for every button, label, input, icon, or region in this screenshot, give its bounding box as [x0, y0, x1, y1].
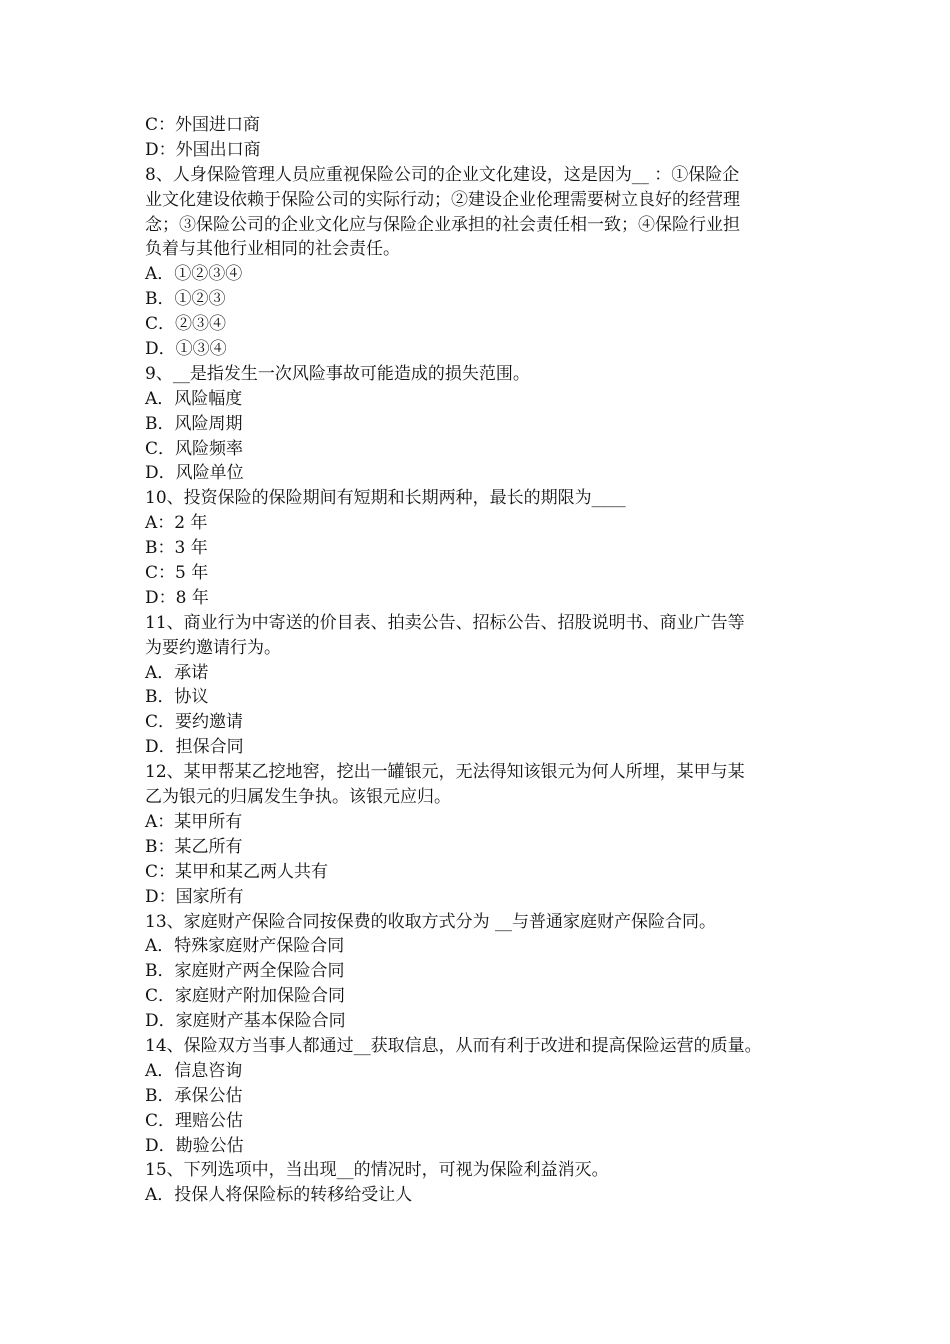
text-line: C：5 年	[145, 563, 209, 584]
text-line: 乙为银元的归属发生争执。该银元应归。	[145, 787, 451, 808]
text-line: C．②③④	[145, 314, 227, 335]
text-line: 11、商业行为中寄送的价目表、拍卖公告、招标公告、招股说明书、商业广告等	[145, 612, 745, 633]
text-line: D：外国出口商	[145, 139, 261, 160]
text-line: C．理赔公估	[145, 1110, 244, 1131]
text-line: D：国家所有	[145, 886, 244, 907]
text-line: D．风险单位	[145, 463, 244, 484]
text-line: 13、家庭财产保险合同按保费的收取方式分为 __与普通家庭财产保险合同。	[145, 911, 717, 932]
text-line: D．勘验公估	[145, 1135, 244, 1156]
document-page	[145, 113, 810, 1208]
text-line: D．①③④	[145, 339, 227, 360]
text-line: A．承诺	[145, 662, 209, 683]
text-line: A．投保人将保险标的转移给受让人	[145, 1185, 413, 1206]
text-line: C．风险频率	[145, 438, 244, 459]
text-line: B．家庭财产两全保险合同	[145, 961, 345, 982]
text-line: B：某乙所有	[145, 836, 243, 857]
text-line: 10、投资保险的保险期间有短期和长期两种，最长的期限为____	[145, 488, 626, 509]
text-line: 8、人身保险管理人员应重视保险公司的企业文化建设，这是因为__ ：①保险企	[145, 164, 740, 185]
text-line: A．特殊家庭财产保险合同	[145, 936, 345, 957]
text-line: B．承保公估	[145, 1085, 243, 1106]
text-line: A．风险幅度	[145, 388, 243, 409]
text-line: D．家庭财产基本保险合同	[145, 1011, 346, 1032]
text-line: B．风险周期	[145, 413, 243, 434]
text-line: A．①②③④	[145, 264, 243, 285]
text-line: C．要约邀请	[145, 712, 244, 733]
text-line: B．①②③	[145, 289, 226, 310]
text-line: C．家庭财产附加保险合同	[145, 986, 346, 1007]
text-line: B．协议	[145, 687, 209, 708]
text-line: A：2 年	[145, 513, 208, 534]
text-line: A：某甲所有	[145, 811, 243, 832]
text-line: 14、保险双方当事人都通过__获取信息，从而有利于改进和提高保险运营的质量。	[145, 1035, 762, 1056]
text-line: 为要约邀请行为。	[145, 637, 281, 658]
text-line: C：外国进口商	[145, 115, 261, 135]
text-line: 12、某甲帮某乙挖地窖，挖出一罐银元，无法得知该银元为何人所埋，某甲与某	[145, 762, 745, 783]
text-line: 业文化建设依赖于保险公司的实际行动；②建设企业伦理需要树立良好的经营理	[145, 189, 740, 210]
text-line: D：8 年	[145, 587, 209, 608]
text-line: 15、下列选项中，当出现__的情况时，可视为保险利益消灭。	[145, 1160, 609, 1181]
text-line: 9、__是指发生一次风险事故可能造成的损失范围。	[145, 363, 530, 384]
text-line: 负着与其他行业相同的社会责任。	[145, 239, 400, 260]
text-line: A．信息咨询	[145, 1060, 243, 1081]
text-line: C：某甲和某乙两人共有	[145, 861, 329, 882]
text-line: B：3 年	[145, 538, 208, 559]
text-line: 念；③保险公司的企业文化应与保险企业承担的社会责任相一致；④保险行业担	[145, 214, 740, 235]
text-line: D．担保合同	[145, 737, 244, 758]
